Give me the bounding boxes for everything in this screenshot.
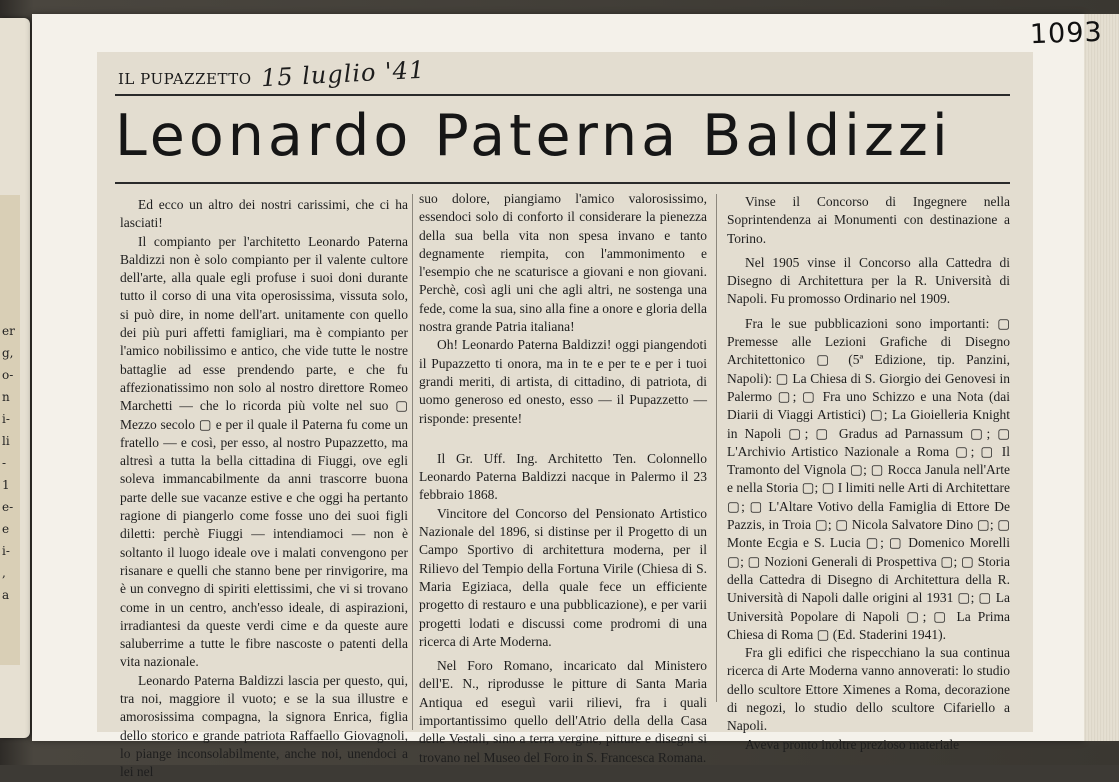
margin-fragment: i- — [2, 544, 10, 558]
margin-fragment: i- — [2, 412, 10, 426]
paragraph: Nel Foro Romano, incaricato dal Ministero dell'E. N., riprodusse le pitture di Santa Maria Antiqua ed eseguì varii rilievi, fra i quali importantissimo quello dell'Atrio della della Casa delle Vestali, sino a terra vergine, pitture e disegni si trovano nel Museo del Foro in S. Francesca Romana. — [419, 658, 707, 765]
column-divider — [716, 194, 717, 702]
margin-fragment: a — [2, 588, 10, 602]
paragraph: Il Gr. Uff. Ing. Architetto Ten. Colonnello Leonardo Paterna Baldizzi nacque in Palermo il 23 febbraio 1868. — [419, 450, 707, 503]
page-stack-edges — [1084, 14, 1119, 741]
paragraph: Aveva pronto inoltre prezioso materiale — [745, 736, 960, 752]
paragraph: Ed ecco un altro dei nostri carissimi, che ci ha lasciati! — [120, 197, 408, 231]
handwritten-date: 15 luglio '41 — [260, 55, 426, 93]
article-column-3 — [727, 193, 1010, 754]
newspaper-name: IL PUPAZZETTO — [118, 70, 252, 88]
paragraph: Vinse il Concorso di Ingegnere nella Soprintendenza ai Monumenti con destinazione a Torino. — [727, 194, 1010, 246]
margin-fragment: 1 — [2, 478, 10, 492]
title-rule — [115, 182, 1010, 184]
margin-fragment: li — [2, 434, 10, 448]
margin-fragment: er — [2, 324, 15, 338]
margin-fragment: o- — [2, 368, 14, 382]
paragraph: Il compianto per l'architetto Leonardo Paterna Baldizzi non è solo compianto per il valente cultore dell'arte, alla quale egli profuse i suoi doni durante tutto il corso di una vita operosissima, vissuta solo, si può dire, in nome dell'art. unitamente con quello dei più puri affetti famigliari, ma è compianto per l'amico nobilissimo e antico, che vide tutte le nostre battaglie ad esse prendendo parte, e che fu affezionatissimo non solo al nostro direttore Romeo Marchetti — che lo ricorda più volte nel suo ▢ Mezzo secolo ▢ e per il quale il Paterna fu come un fratello — e così, per esso, al nostro Pupazzetto, ma altresì a tutta la bella cittadina di Fiuggi, ove egli soleva immancabilmente da anni trascorre buona parte delle sue vacanze estive e che oggi ha pertanto ragione di piangerlo come fosse uno dei suoi figli diletti: perchè Fiuggi — intendiamoci — non è soltanto il luogo ideale ove i malati convengono per risanare e quelli che stanno bene per rinvigorire, ma è un convegno di spiriti elettissimi, che vi si trovano come in un centro, anch'esso ideale, di aspirazioni, irradiantesi da queste verdi cime e da queste aure saluberrime a tutte le fibre nascoste o patenti della vita nazionale. — [120, 233, 408, 670]
paragraph: Fra le sue pubblicazioni sono importanti: ▢ Premesse alle Lezioni Grafiche di Disegno Architettonico ▢ (5ª Edizione, tip. Panzini, Napoli): ▢ La Chiesa di S. Giorgio dei Genovesi in Palermo ▢; ▢ Fra uno Schizzo e una Nota (dai Diarii di Viaggi Artistici) ▢; La Gioielleria Knight in Napoli ▢; ▢ Gradus ad Parnassum ▢; ▢ L'Archivio Artistico Nazionale a Roma ▢; ▢ Il Tramonto del Vignola ▢; ▢ Rocca Janula nell'Arte e nella Storia ▢; ▢ I limiti nelle Arti di Architettare ▢; ▢ L'Altare Votivo della Famiglia di Ettore De Pazzis, in Troia ▢; ▢ Nicola Salvatore Dino ▢; ▢ Monte Ecgia e S. Lucia ▢; ▢ Domenico Morelli ▢; ▢ Nozioni Generali di Prospettiva ▢; ▢ Storia della Cattedra di Disegno di Architettura della R. Università di Napoli dalle origini al 1931 ▢; ▢ La Università Popolare di Napoli ▢; ▢ La Prima Chiesa di Roma ▢ (Ed. Staderini 1941). — [727, 315, 1010, 642]
article-column-2 — [419, 190, 707, 767]
margin-fragment: e — [2, 522, 10, 536]
paragraph: suo dolore, piangiamo l'amico valorosissimo, essendoci solo di conforto il considerare la pienezza della sua bella vita non spesa invano e tanto degnamente riempita, con l'ammonimento e l'esempio che ne scaturisce a giovani e non giovani. Perchè, così agli uni che agli altri, ne sostenga una fede, come la sua, sino alla fine a onore e gloria della nostra grande Patria italiana! — [419, 191, 707, 335]
article-column-1 — [120, 196, 408, 782]
article-title: Leonardo Paterna Baldizzi — [115, 103, 952, 169]
clipping-header — [115, 55, 1015, 96]
paragraph: Fra gli edifici che rispecchiano la sua continua ricerca di Arte Moderna vanno annoverati: lo studio dello scultore Ettore Ximenes a Roma, decorazione di negozi, lo studio dello scultore Cifariello a Napoli. — [727, 645, 1010, 734]
paragraph: Oh! Leonardo Paterna Baldizzi! oggi piangendoti il Pupazzetto ti onora, ma in te e per te e per i tuoi grandi meriti, di artista, di cittadino, di patriota, di uomo generoso ed onesto, esso — il Pupazzetto — risponde: presente! — [419, 337, 707, 426]
margin-fragment: - — [2, 456, 7, 470]
margin-fragment: e- — [2, 500, 14, 514]
column-divider — [412, 194, 413, 730]
margin-fragment: , — [2, 566, 6, 580]
paragraph: Nel 1905 vinse il Concorso alla Cattedra di Disegno di Architettura per la R. Università di Napoli. Fu promosso Ordinario nel 1909. — [727, 254, 1010, 307]
margin-fragment: n — [2, 390, 10, 404]
handwritten-page-number: 1093 — [1029, 16, 1104, 51]
left-page-clipping-fragment — [0, 195, 20, 665]
paragraph: Vincitore del Concorso del Pensionato Artistico Nazionale del 1896, si distinse per il Progetto di un Campo Sportivo di architettura moderna, per il Rilievo del Tempio della Fortuna Virile (Chiesa di S. Maria Egiziaca, della quale fece un efficiente progetto di restauro e una pubblicazione), e per varii progetti lodati e discussi come prodromi di una ricerca di Arte Moderna. — [419, 505, 707, 649]
margin-fragment: g, — [2, 346, 14, 360]
paragraph: Leonardo Paterna Baldizzi lascia per questo, qui, tra noi, maggiore il vuoto; e se la sua illustre e amorosissima compagna, la signora Enrica, figlia dello storico e grande patriota Raffaello Giovagnoli, lo piange inconsolabilmente, anche noi, unendoci a lei nel — [120, 672, 408, 780]
